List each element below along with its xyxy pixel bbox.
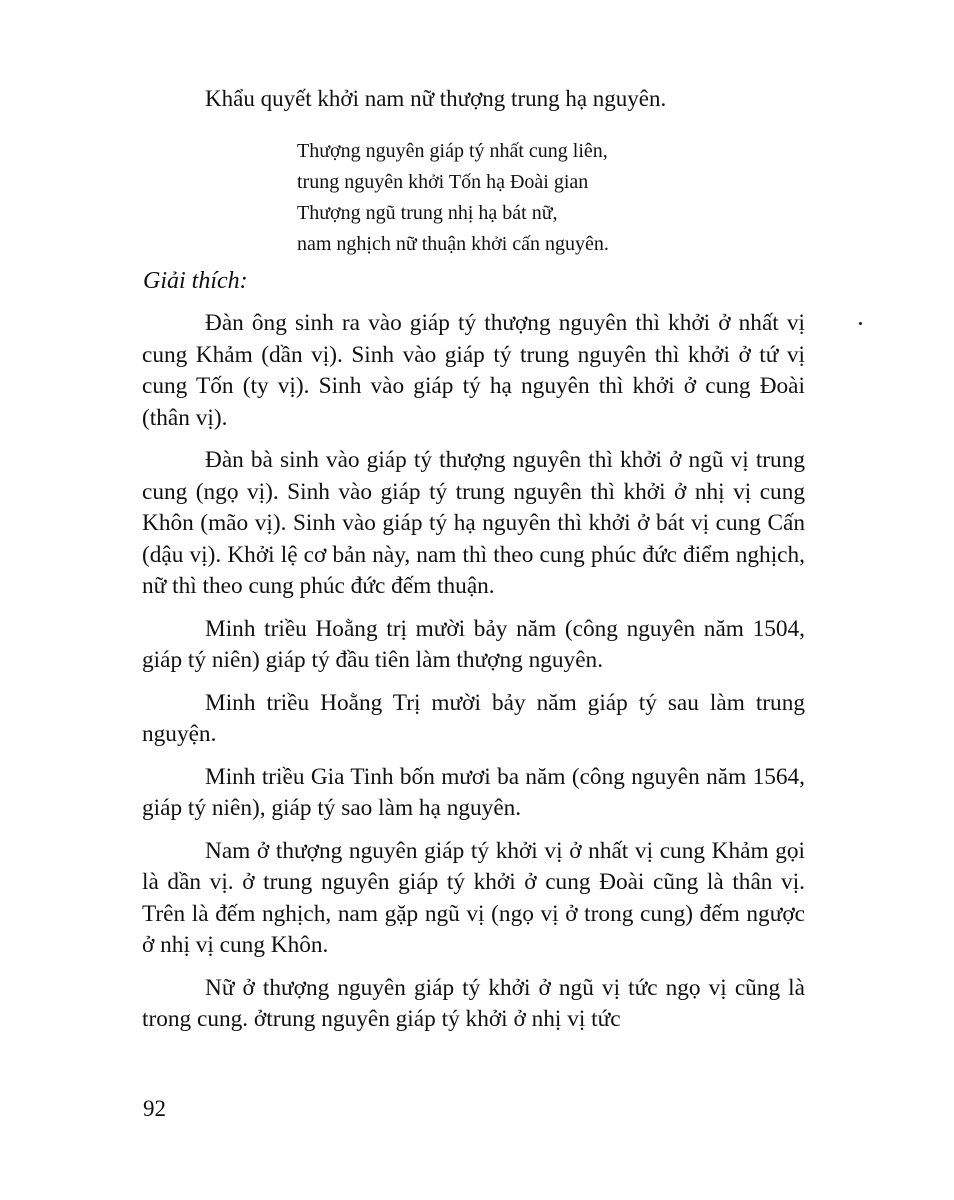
paragraph: Minh triều Hoằng Trị mười bảy năm giáp tý sau làm trung nguyện. — [142, 689, 805, 747]
mnemonic-heading: Khẩu quyết khởi nam nữ thượng trung hạ nguyên. — [205, 86, 667, 111]
verse-block — [297, 136, 609, 260]
page-number: 92 — [143, 1096, 166, 1121]
paragraph: Nam ở thượng nguyên giáp tý khởi vị ở nhất vị cung Khảm gọi là dần vị. ở trung nguyên giáp tý khởi ở cung Đoài cũng là thân vị. Trên là đếm nghịch, nam gặp ngũ vị (ngọ vị ở trong cung) đếm ngược ở nhị vị cung Khôn. — [142, 837, 805, 958]
paragraph: Minh triều Gia Tinh bốn mươi ba năm (công nguyên năm 1564, giáp tý niên), giáp tý sao làm hạ nguyên. — [142, 763, 805, 821]
verse-line: Thượng ngũ trung nhị hạ bát nữ, — [297, 202, 558, 224]
paragraph: Nữ ở thượng nguyên giáp tý khởi ở ngũ vị tức ngọ vị cũng là trong cung. ởtrung nguyên giáp tý khởi ở nhị vị tức — [142, 974, 805, 1032]
paragraph: Đàn ông sinh ra vào giáp tý thượng nguyên thì khởi ở nhất vị cung Khảm (dần vị). Sinh vào giáp tý trung nguyên thì khởi ở tứ vị cung Tốn (ty vị). Sinh vào giáp tý hạ nguyên thì khởi ở cung Đoài (thân vị). — [142, 310, 805, 431]
verse-line: Thượng nguyên giáp tý nhất cung liên, — [297, 140, 608, 162]
paragraph: Đàn bà sinh vào giáp tý thượng nguyên thì khởi ở ngũ vị trung cung (ngọ vị). Sinh vào giáp tý trung nguyên thì khởi ở nhị vị cung Khôn (mão vị). Sinh vào giáp tý hạ nguyên thì khởi ở bát vị cung Cấn (dậu vị). Khởi lệ cơ bản này, nam thì theo cung phúc đức điểm nghịch, nữ thì theo cung phúc đức đếm thuận. — [142, 447, 805, 599]
section-label: Giải thích: — [143, 268, 248, 294]
scan-speck — [859, 322, 862, 325]
verse-line: trung nguyên khởi Tốn hạ Đoài gian — [297, 171, 589, 193]
paragraph: Minh triều Hoằng trị mười bảy năm (công nguyên năm 1504, giáp tý niên) giáp tý đầu tiên làm thượng nguyên. — [142, 615, 805, 673]
body-text — [142, 308, 805, 1047]
verse-line: nam nghịch nữ thuận khởi cấn nguyên. — [297, 233, 609, 255]
